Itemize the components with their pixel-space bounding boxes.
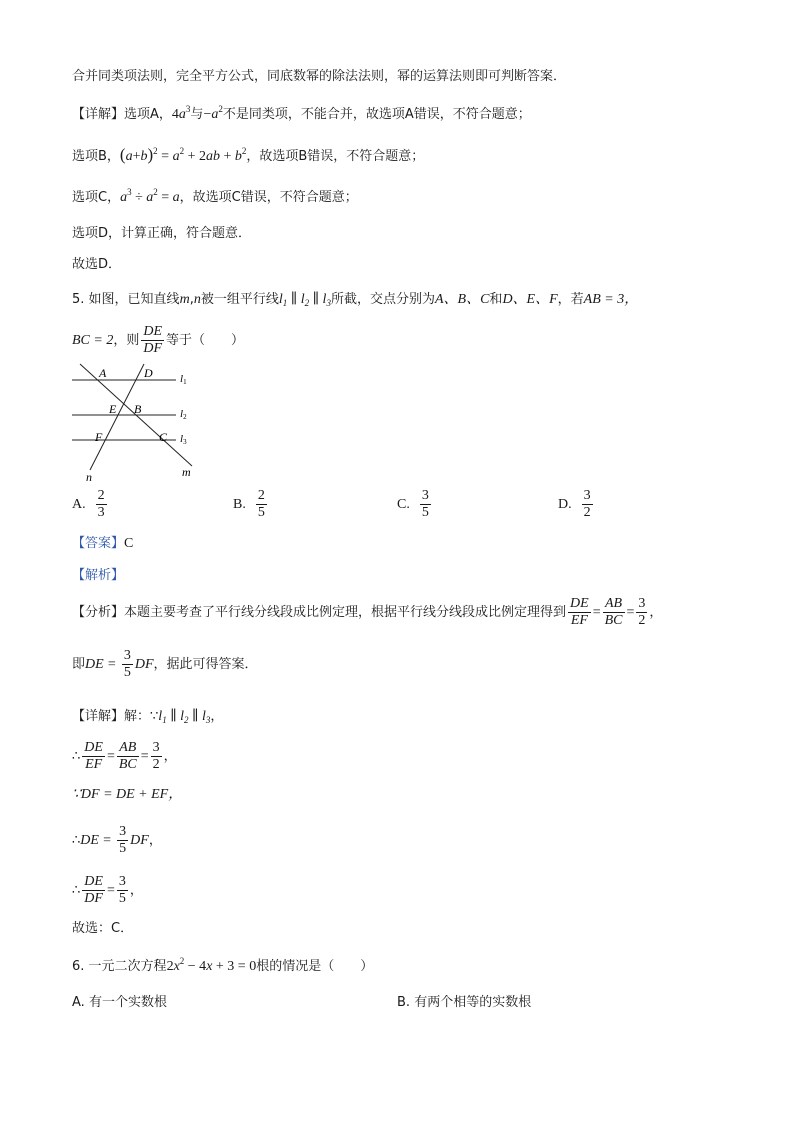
choose-answer: 故选D． <box>72 257 122 272</box>
analysis-label: 【分析】 <box>72 605 125 620</box>
detail5-line3: ∵DF = DE + EF， <box>72 787 183 802</box>
option-a[interactable]: A. $\frac{2}{3}$ <box>72 488 105 520</box>
l2-label: l2 <box>180 408 187 421</box>
analysis-line1: 【分析】本题主要考查了平行线分线段成比例定理，根据平行线分线段成比例定理得到 $\frac{DE}{EF}$ = $\frac{AB}{BC}$ = $\frac{3}{2}$ ， <box>72 596 663 628</box>
parallel-lines-figure <box>66 362 208 484</box>
option-c[interactable]: C. $\frac{3}{5}$ <box>397 488 429 520</box>
q6-option-a[interactable]: A. 有一个实数根 <box>72 995 167 1010</box>
math-expr: $2x^2 - 4x + 3 = 0$ <box>166 956 257 974</box>
detail-option-b: 选项B，$(a+b)^2 = a^2 + 2ab + b^2$，故选项B错误，不符合题意； <box>72 145 425 164</box>
point-b-label: B <box>134 402 142 416</box>
question-5-line2: BC = 2，则 $\frac{DE}{DF}$ 等于（ ） <box>72 324 245 356</box>
point-c-label: C <box>159 430 168 444</box>
math-expr: $4a^3$ <box>171 104 191 122</box>
question-6: 6. 一元二次方程$2x^2 - 4x + 3 = 0$根的情况是（ ） <box>72 956 374 974</box>
point-a-label: A <box>99 366 107 380</box>
detail-option-a: 【详解】选项A，$4a^3$与$-a^2$不是同类项，不能合并，故选项A错误，不符合题意； <box>72 104 531 122</box>
point-d-label: D <box>144 366 153 380</box>
answer-line <box>72 535 133 553</box>
option-c-fraction: $\frac{3}{5}$ <box>421 488 429 520</box>
solution-text-line: 合并同类项法则，完全平方公式，同底数幂的除法法则，幂的运算法则即可判断答案． <box>72 69 567 84</box>
detail5-line5: ∴ $\frac{DE}{DF}$ = $\frac{3}{5}$ ， <box>72 874 143 906</box>
detail-option-c: 选项C，$a^3 \div a^2 = a$，故选项C错误，不符合题意； <box>72 187 358 205</box>
analysis-heading: 【解析】 <box>72 568 125 583</box>
line-n-label: n <box>86 470 92 484</box>
fraction-de-df: $\frac{DE}{DF}$ <box>143 324 163 356</box>
option-b-fraction: $\frac{2}{5}$ <box>257 488 265 520</box>
math-expr: $(a+b)^2 = a^2 + 2ab + b^2$ <box>119 145 247 164</box>
answer-label: 【答案】 <box>72 536 125 551</box>
math-expr: $-a^2$ <box>203 104 223 122</box>
q6-option-b[interactable]: B. 有两个相等的实数根 <box>397 995 532 1010</box>
point-e-label: E <box>109 402 117 416</box>
detail5-line1: 【详解】解：$\because l_1$ ∥ $l_2$ ∥ $l_3$， <box>72 709 224 725</box>
detail5-choose: 故选：C． <box>72 921 134 936</box>
analysis-line2: 即DE = $\frac{3}{5}$ DF，据此可得答案． <box>72 648 258 680</box>
option-a-fraction: $\frac{2}{3}$ <box>97 488 105 520</box>
option-d[interactable]: D. $\frac{3}{2}$ <box>558 488 591 520</box>
option-d-fraction: $\frac{3}{2}$ <box>583 488 591 520</box>
detail-option-d: 选项D，计算正确，符合题意． <box>72 226 252 241</box>
l3-label: l3 <box>180 433 187 446</box>
point-f-label: F <box>95 430 103 444</box>
option-b[interactable]: B. $\frac{2}{5}$ <box>233 488 265 520</box>
detail5-line2: ∴ $\frac{DE}{EF}$ = $\frac{AB}{BC}$ = $\frac{3}{2}$ ， <box>72 740 177 772</box>
answer-value: C <box>124 536 134 551</box>
l1-label: l1 <box>180 373 187 386</box>
detail-label: 【详解】 <box>72 107 125 122</box>
line-m-label: m <box>182 465 191 479</box>
math-expr: $a^3 \div a^2 = a$ <box>120 187 180 205</box>
detail5-label: 【详解】 <box>72 709 125 724</box>
question-5-line1: 5. 如图，已知直线m,n被一组平行线$l_1$ ∥ $l_2$ ∥ $l_3$所截，交点分别为A、B、C和D、E、F，若AB = 3， <box>72 292 639 308</box>
detail5-line4: ∴DE = $\frac{3}{5}$ DF， <box>72 824 162 856</box>
